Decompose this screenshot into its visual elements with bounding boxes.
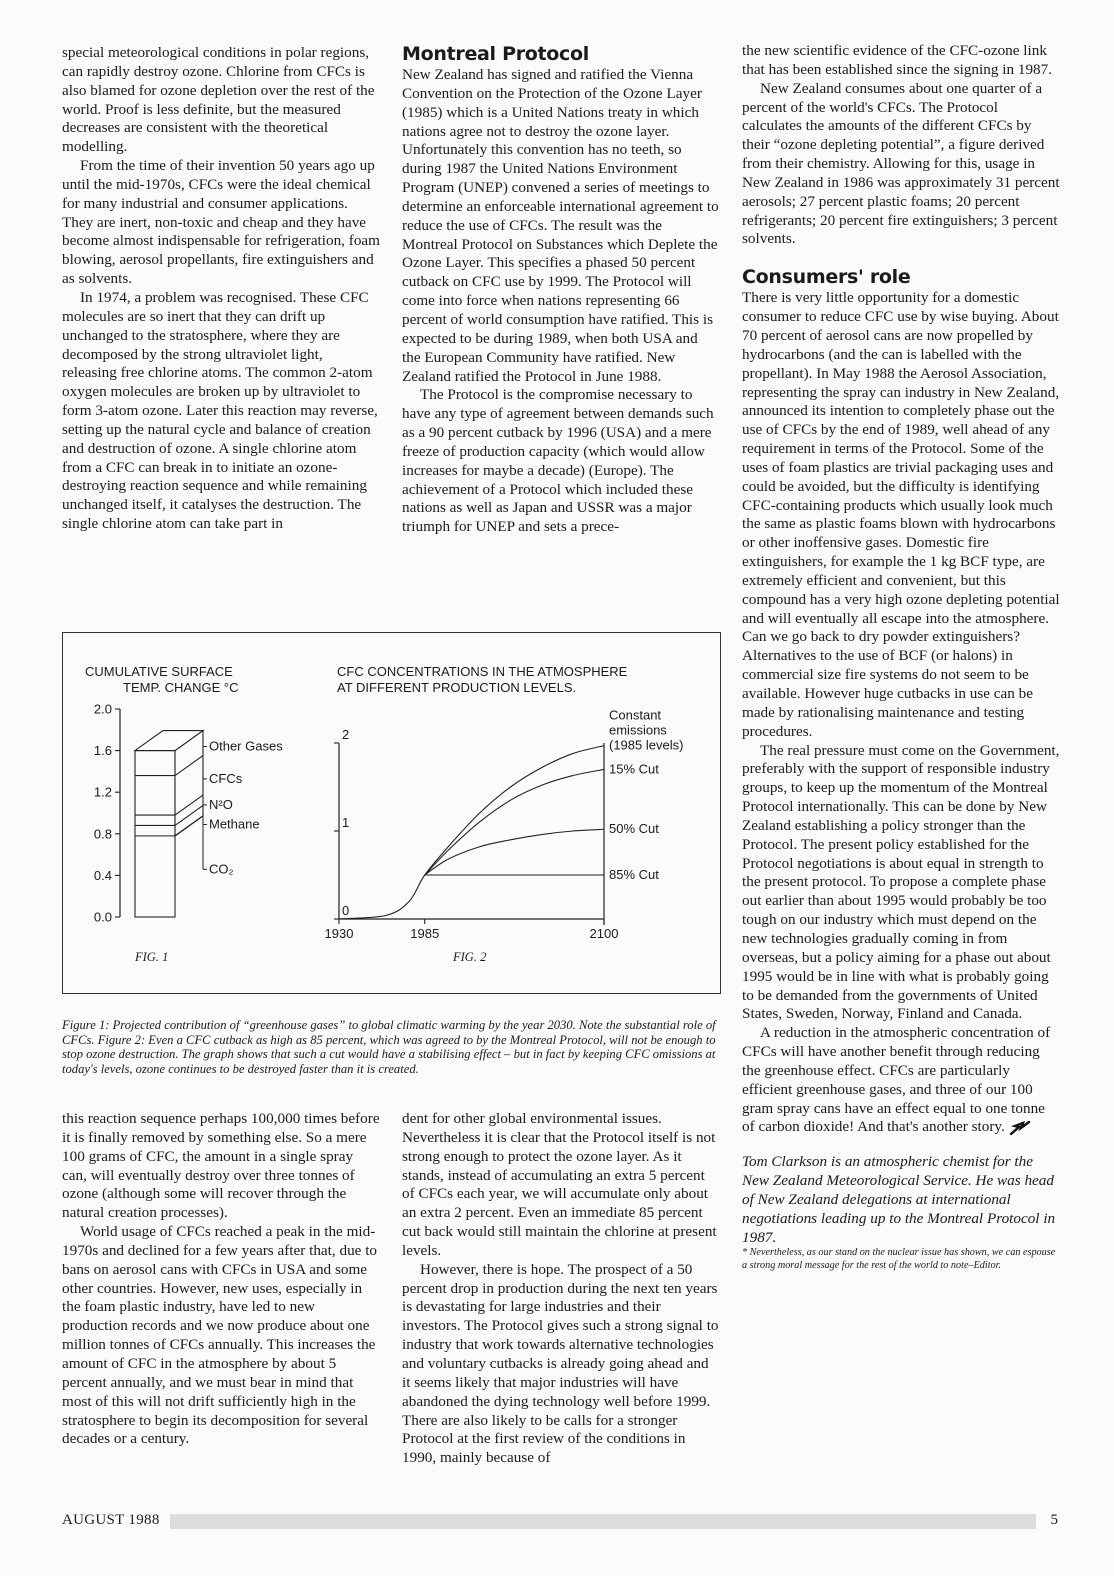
figure-box (62, 632, 721, 994)
fig2-series-label: (1985 levels) (609, 737, 684, 753)
fig1-subtitle: TEMP. CHANGE °C (123, 680, 239, 695)
fig1-segment-label: Methane (209, 816, 260, 832)
fig1-labels (203, 739, 283, 877)
paragraph-text: A reduction in the atmospheric concentration of CFCs will have another benefit through reducing the greenhouse effect. CFCs are particularly efficient greenhouse gases, and three of our 100 gram spray cans have an effect equal to one tonne of carbon dioxide! And that's another story. (742, 1024, 1051, 1136)
fig1-bar (135, 731, 203, 917)
fig2-x-tick-label: 2100 (589, 926, 619, 941)
fig2-title: CFC CONCENTRATIONS IN THE ATMOSPHERE (337, 664, 628, 679)
fig2-series-labels (609, 708, 683, 882)
fig2-series-label: Constant (609, 707, 662, 723)
fig1-segment-label: Other Gases (209, 738, 283, 754)
fig2-x-tick-label: 1985 (410, 926, 440, 941)
fig2-series-label: 15% Cut (609, 761, 659, 777)
issue-date: AUGUST 1988 (62, 1512, 160, 1528)
fig2-series-label: emissions (609, 722, 667, 738)
page-footer (62, 1510, 1058, 1532)
fig1 (85, 664, 283, 964)
paragraph (742, 1024, 1060, 1137)
paragraph: New Zealand has signed and ratified the Vienna Convention on the Protection of the Ozone Layer (1985) which is a United Nations treaty in which nations agree not to destroy the ozone layer. Unfortunately this convention has no teeth, so during 1987 the United Nations Environment Program (UNEP) convened a series of meetings to determine an enforceable international agreement to reduce the use of CFCs. The result was the Montreal Protocol on Substances which Deplete the Ozone Layer. This specifies a phased 50 percent cutback on CFC use by 1999. The Protocol will come into force when nations representing 66 percent of world consumption have ratified. This is expected to be during 1989, when both USA and the European Community have ratified. New Zealand ratified the Protocol in June 1988. (402, 66, 719, 385)
fig1-ticks (94, 702, 120, 925)
fig1-tick-label: 0.8 (93, 826, 112, 842)
fig2-series-line (425, 769, 604, 875)
fig2-series-label: 85% Cut (609, 867, 659, 882)
fig2-y-tick-label: 2 (342, 727, 350, 742)
paragraph: this reaction sequence perhaps 100,000 times before it is finally removed by something else. So a mere 100 grams of CFC, the amount in a single spray can, will eventually destroy over three tonnes of ozone (although some will recover through the natural creation processes). (62, 1110, 380, 1222)
paragraph: the new scientific evidence of the CFC-ozone link that has been established since the signing in 1987. (742, 42, 1053, 78)
end-mark-icon (1009, 1120, 1031, 1136)
fig1-tick-label: 0.4 (93, 867, 112, 883)
fig2-subtitle: AT DIFFERENT PRODUCTION LEVELS. (337, 680, 577, 695)
fig1-segment-label: CO₂ (209, 861, 234, 877)
section-heading-montreal-protocol: Montreal Protocol (402, 43, 589, 65)
section-heading-consumers-role: Consumers' role (742, 266, 911, 289)
footnote: * Nevertheless, as our stand on the nuclear issue has shown, we can espouse a strong moral message for the rest of the world to note–Editor. (742, 1247, 1056, 1272)
fig2-y-tick-label: 0 (342, 903, 350, 918)
fig1-tick-label: 1.2 (93, 784, 112, 800)
fig2-label: FIG. 2 (453, 950, 487, 964)
paragraph: There is very little opportunity for a domestic consumer to reduce CFC use by wise buying. About 70 percent of aerosol cans are now propelled by hydrocarbons (and the can is labelled with the propellant). In May 1988 the Aerosol Association, representing the spray can industry in New Zealand, announced its intention to completely phase out the use of CFCs by the end of 1989, well ahead of any requirement in terms of the Protocol. Some of the uses of foam plastics are trivial packaging uses and could be avoided, but the difficulty is identifying CFC-containing products which usually look much the same as plastic foams blown with hydrocarbons or other inoffensive gases. Domestic fire extinguishers, for example the 1 kg BCF type, are extremely efficient and convenient, but this compound has a very high ozone depleting potential and will eventually all escape into the atmosphere. Can we go back to dry powder extinguishers? Alternatives to the use of BCF (or halons) in commercial size fire systems do not seem to be available. However huge cutbacks in use can be made by rationalising maintenance and testing procedures. (742, 289, 1060, 740)
fig2-ticks (325, 727, 619, 941)
fig1-tick-label: 0.0 (93, 909, 112, 925)
paragraph: New Zealand consumes about one quarter of a percent of the world's CFCs. The Protocol calculates the amounts of the different CFCs by their “ozone depleting potential”, a figure derived from their chemistry. Allowing for this, usage in New Zealand in 1986 was approximately 31 percent aerosols; 27 percent plastic foams; 20 percent refrigerants; 20 percent fire extinguishers; 3 percent solvents. (742, 79, 1060, 248)
fig2-series (339, 746, 604, 919)
fig1-tick-label: 1.6 (93, 743, 112, 759)
fig2-y-tick-label: 1 (342, 815, 350, 830)
fig2-series-label: 50% Cut (609, 821, 659, 837)
fig1-tick-label: 2.0 (93, 701, 112, 717)
figures-svg (63, 633, 722, 995)
figure-caption: Figure 1: Projected contribution of “greenhouse gases” to global climatic warming by the year 2030. Note the substantial role of CFCs. Figure 2: Even a CFC cutback as high as 85 percent, which was agreed to by the Montreal Protocol, will not be enough to stop ozone destruction. The graph shows that such a cut would have a stabilising effect – but in fact by keeping CFC omissions at today's levels, ozone continues to be destroyed faster than it is created. (62, 1018, 716, 1076)
fig1-title: CUMULATIVE SURFACE (85, 664, 233, 679)
column-2-top (402, 42, 720, 537)
fig1-segment-label: N²O (209, 796, 233, 812)
fig2-x-tick-label: 1930 (324, 926, 354, 941)
paragraph: special meteorological conditions in polar regions, can rapidly destroy ozone. Chlorine from CFCs is also blamed for ozone depletion over the rest of the world. Proof is less definite, but the measured decreases are consistent with the theoretical modelling. (62, 44, 375, 156)
column-1-top (62, 44, 380, 534)
paragraph: From the time of their invention 50 years ago up until the mid-1970s, CFCs were the ideal chemical for many industrial and consumer applications. They are inert, non-toxic and cheap and they have become almost indispensable for refrigeration, foam blowing, aerosol propellants, fire extinguishers and as solvents. (62, 157, 380, 288)
paragraph: dent for other global environmental issues. Nevertheless it is clear that the Protocol itself is not strong enough to protect the ozone layer. As it stands, instead of accumulating an extra 5 percent of CFCs each year, we will accumulate only about an extra 2 percent. Even an immediate 85 percent cut back would still maintain the chlorine at present levels. (402, 1110, 717, 1259)
author-bio: Tom Clarkson is an atmospheric chemist for the New Zealand Meteorological Service. He was head of New Zealand delegations at international negotiations leading up to the Montreal Protocol in 1987. (742, 1153, 1056, 1246)
footer-rule (170, 1514, 1036, 1529)
fig1-label: FIG. 1 (135, 950, 169, 964)
paragraph: The Protocol is the compromise necessary to have any type of agreement between demands such as a 90 percent cutback by 1996 (USA) and a mere freeze of production capacity (which would allow increases for maybe a decade) (Europe). The achievement of a Protocol which included these nations as well as Japan and USSR was a major triumph for UNEP and sets a prece- (402, 386, 714, 536)
paragraph: The real pressure must come on the Government, preferably with the support of responsible industry groups, to keep up the momentum of the Montreal Protocol internationally. This can be done by New Zealand establishing a policy stronger than the Protocol. The present policy established for the Protocol negotiations is about equal in strength to the present protocol. To propose a complete phase out earlier than about 1995 would probably be too tough on our industry which must depend on the new technologies gradually coming in from overseas, but a policy aiming for a phase out about 1995 would be in line with what is probably going to be demanded from the governments of United States, Sweden, Norway, Finland and Canada. (742, 741, 1060, 1023)
paragraph: However, there is hope. The prospect of a 50 percent drop in production during the next ten years is devastating for large industries and their investors. The Protocol gives such a strong signal to industry that work towards alternative technologies and voluntary cutbacks is already going ahead and it seems likely that major industries will have abandoned the dying technology well before 1999. There are also likely to be calls for a stronger Protocol at the first review of the conditions in 1990, mainly because of (402, 1260, 719, 1467)
fig2-series-line (425, 829, 604, 875)
page-number: 5 (1050, 1512, 1058, 1528)
column-3 (742, 42, 1060, 1273)
column-2-bottom (402, 1110, 720, 1468)
fig1-segment-label: CFCs (209, 770, 243, 786)
paragraph: In 1974, a problem was recognised. These CFC molecules are so inert that they can drift up unchanged to the stratosphere, where they are decomposed by the strong ultraviolet light, releasing free chlorine atoms. The common 2-atom oxygen molecules are broken up by ultraviolet to form 3-atom ozone. Later this reaction may reverse, setting up the natural cycle and balance of creation and destruction of ozone. A single chlorine atom from a CFC can break in to initiate an ozone-destroying reaction sequence and while remaining unchanged itself, it catalyses the destruction. The single chlorine atom can take part in (62, 288, 378, 533)
column-1-bottom (62, 1110, 380, 1449)
paragraph: World usage of CFCs reached a peak in the mid-1970s and declined for a few years after that, due to bans on aerosol cans with CFCs in USA and some other countries. However, new uses, especially in the foam plastic industry, have led to new production records and we now produce about one million tonnes of CFCs annually. This increases the amount of CFC in the atmosphere by about 5 percent annually, and we must bear in mind that most of this will not drift sufficiently high in the stratosphere to begin its decomposition for several decades or a century. (62, 1223, 378, 1448)
fig2 (325, 664, 684, 964)
